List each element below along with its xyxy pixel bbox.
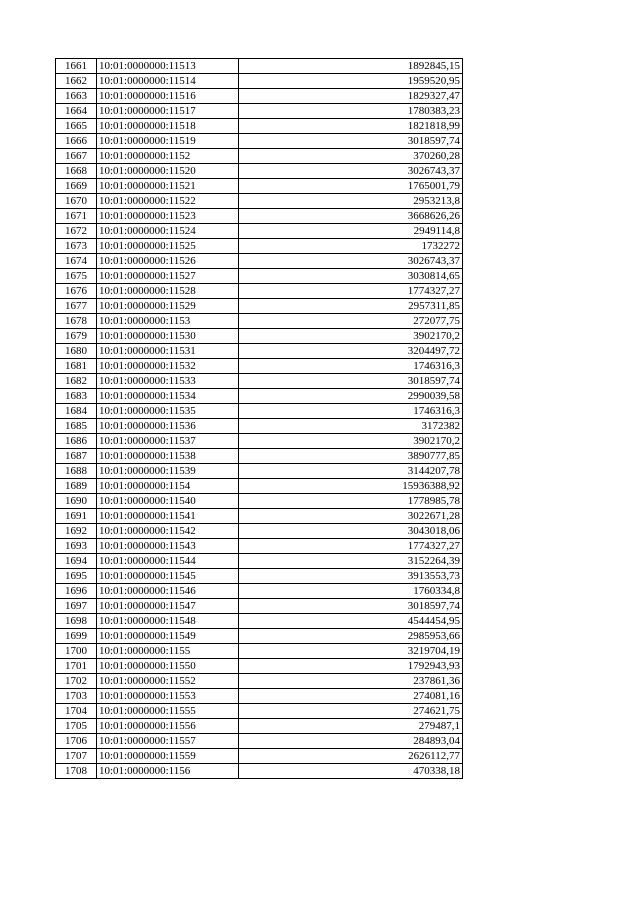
row-number-cell: 1680 bbox=[56, 344, 97, 359]
value-cell: 2953213,8 bbox=[239, 194, 463, 209]
value-cell: 3902170,2 bbox=[239, 329, 463, 344]
cadastral-number-cell: 10:01:0000000:11529 bbox=[97, 299, 239, 314]
row-number-cell: 1687 bbox=[56, 449, 97, 464]
table-row bbox=[56, 359, 463, 374]
table-row bbox=[56, 329, 463, 344]
value-cell: 237861,36 bbox=[239, 674, 463, 689]
cadastral-number-cell: 10:01:0000000:11548 bbox=[97, 614, 239, 629]
table-row bbox=[56, 404, 463, 419]
table-row bbox=[56, 524, 463, 539]
table-row bbox=[56, 434, 463, 449]
row-number-cell: 1691 bbox=[56, 509, 97, 524]
cadastral-number-cell: 10:01:0000000:11538 bbox=[97, 449, 239, 464]
value-cell: 4544454,95 bbox=[239, 614, 463, 629]
row-number-cell: 1706 bbox=[56, 734, 97, 749]
row-number-cell: 1707 bbox=[56, 749, 97, 764]
cadastral-number-cell: 10:01:0000000:1156 bbox=[97, 764, 239, 779]
value-cell: 3152264,39 bbox=[239, 554, 463, 569]
value-cell: 3172382 bbox=[239, 419, 463, 434]
table-row bbox=[56, 764, 463, 779]
cadastral-number-cell: 10:01:0000000:11519 bbox=[97, 134, 239, 149]
value-cell: 1760334,8 bbox=[239, 584, 463, 599]
value-cell: 1792943,93 bbox=[239, 659, 463, 674]
table-row bbox=[56, 479, 463, 494]
table-row bbox=[56, 554, 463, 569]
table-row bbox=[56, 389, 463, 404]
table-row bbox=[56, 194, 463, 209]
table-row bbox=[56, 344, 463, 359]
table-row bbox=[56, 254, 463, 269]
value-cell: 370260,28 bbox=[239, 149, 463, 164]
cadastral-number-cell: 10:01:0000000:11545 bbox=[97, 569, 239, 584]
table-row bbox=[56, 719, 463, 734]
row-number-cell: 1684 bbox=[56, 404, 97, 419]
value-cell: 3144207,78 bbox=[239, 464, 463, 479]
row-number-cell: 1668 bbox=[56, 164, 97, 179]
table-row bbox=[56, 104, 463, 119]
cadastral-number-cell: 10:01:0000000:11513 bbox=[97, 59, 239, 74]
cadastral-number-cell: 10:01:0000000:11530 bbox=[97, 329, 239, 344]
table-row bbox=[56, 584, 463, 599]
value-cell: 1780383,23 bbox=[239, 104, 463, 119]
row-number-cell: 1693 bbox=[56, 539, 97, 554]
cadastral-number-cell: 10:01:0000000:11559 bbox=[97, 749, 239, 764]
cadastral-number-cell: 10:01:0000000:1154 bbox=[97, 479, 239, 494]
table-row bbox=[56, 449, 463, 464]
value-cell: 2985953,66 bbox=[239, 629, 463, 644]
table-row bbox=[56, 74, 463, 89]
value-cell: 1821818,99 bbox=[239, 119, 463, 134]
row-number-cell: 1670 bbox=[56, 194, 97, 209]
row-number-cell: 1708 bbox=[56, 764, 97, 779]
table-row bbox=[56, 494, 463, 509]
table-row bbox=[56, 644, 463, 659]
table-row bbox=[56, 89, 463, 104]
table-row bbox=[56, 149, 463, 164]
value-cell: 15936388,92 bbox=[239, 479, 463, 494]
cadastral-number-cell: 10:01:0000000:1152 bbox=[97, 149, 239, 164]
table-row bbox=[56, 209, 463, 224]
cadastral-number-cell: 10:01:0000000:11523 bbox=[97, 209, 239, 224]
cadastral-number-cell: 10:01:0000000:11550 bbox=[97, 659, 239, 674]
cadastral-number-cell: 10:01:0000000:11546 bbox=[97, 584, 239, 599]
row-number-cell: 1704 bbox=[56, 704, 97, 719]
row-number-cell: 1667 bbox=[56, 149, 97, 164]
value-cell: 3204497,72 bbox=[239, 344, 463, 359]
row-number-cell: 1702 bbox=[56, 674, 97, 689]
cadastral-number-cell: 10:01:0000000:11557 bbox=[97, 734, 239, 749]
cadastral-value-table bbox=[55, 58, 463, 779]
cadastral-number-cell: 10:01:0000000:11525 bbox=[97, 239, 239, 254]
table-body bbox=[56, 59, 463, 779]
table-row bbox=[56, 659, 463, 674]
value-cell: 470338,18 bbox=[239, 764, 463, 779]
table-row bbox=[56, 314, 463, 329]
row-number-cell: 1689 bbox=[56, 479, 97, 494]
cadastral-number-cell: 10:01:0000000:11542 bbox=[97, 524, 239, 539]
cadastral-number-cell: 10:01:0000000:11544 bbox=[97, 554, 239, 569]
cadastral-number-cell: 10:01:0000000:11543 bbox=[97, 539, 239, 554]
row-number-cell: 1695 bbox=[56, 569, 97, 584]
table-row bbox=[56, 569, 463, 584]
cadastral-number-cell: 10:01:0000000:11524 bbox=[97, 224, 239, 239]
value-cell: 1746316,3 bbox=[239, 359, 463, 374]
table-row bbox=[56, 374, 463, 389]
value-cell: 1959520,95 bbox=[239, 74, 463, 89]
value-cell: 284893,04 bbox=[239, 734, 463, 749]
row-number-cell: 1662 bbox=[56, 74, 97, 89]
row-number-cell: 1678 bbox=[56, 314, 97, 329]
value-cell: 1765001,79 bbox=[239, 179, 463, 194]
row-number-cell: 1700 bbox=[56, 644, 97, 659]
cadastral-number-cell: 10:01:0000000:11514 bbox=[97, 74, 239, 89]
table-row bbox=[56, 59, 463, 74]
table-row bbox=[56, 119, 463, 134]
row-number-cell: 1681 bbox=[56, 359, 97, 374]
row-number-cell: 1679 bbox=[56, 329, 97, 344]
cadastral-number-cell: 10:01:0000000:11555 bbox=[97, 704, 239, 719]
cadastral-number-cell: 10:01:0000000:11526 bbox=[97, 254, 239, 269]
table-row bbox=[56, 164, 463, 179]
row-number-cell: 1677 bbox=[56, 299, 97, 314]
value-cell: 2949114,8 bbox=[239, 224, 463, 239]
table-row bbox=[56, 134, 463, 149]
cadastral-number-cell: 10:01:0000000:11553 bbox=[97, 689, 239, 704]
value-cell: 3043018,06 bbox=[239, 524, 463, 539]
row-number-cell: 1698 bbox=[56, 614, 97, 629]
row-number-cell: 1699 bbox=[56, 629, 97, 644]
cadastral-number-cell: 10:01:0000000:11534 bbox=[97, 389, 239, 404]
table-row bbox=[56, 509, 463, 524]
cadastral-number-cell: 10:01:0000000:11532 bbox=[97, 359, 239, 374]
cadastral-number-cell: 10:01:0000000:11518 bbox=[97, 119, 239, 134]
row-number-cell: 1696 bbox=[56, 584, 97, 599]
table-row bbox=[56, 239, 463, 254]
value-cell: 279487,1 bbox=[239, 719, 463, 734]
row-number-cell: 1665 bbox=[56, 119, 97, 134]
table-row bbox=[56, 674, 463, 689]
value-cell: 2626112,77 bbox=[239, 749, 463, 764]
row-number-cell: 1682 bbox=[56, 374, 97, 389]
cadastral-number-cell: 10:01:0000000:11541 bbox=[97, 509, 239, 524]
row-number-cell: 1676 bbox=[56, 284, 97, 299]
row-number-cell: 1697 bbox=[56, 599, 97, 614]
row-number-cell: 1671 bbox=[56, 209, 97, 224]
row-number-cell: 1705 bbox=[56, 719, 97, 734]
value-cell: 3026743,37 bbox=[239, 254, 463, 269]
table-row bbox=[56, 419, 463, 434]
row-number-cell: 1673 bbox=[56, 239, 97, 254]
row-number-cell: 1675 bbox=[56, 269, 97, 284]
value-cell: 1829327,47 bbox=[239, 89, 463, 104]
table-row bbox=[56, 599, 463, 614]
value-cell: 3219704,19 bbox=[239, 644, 463, 659]
cadastral-number-cell: 10:01:0000000:11521 bbox=[97, 179, 239, 194]
value-cell: 3030814,65 bbox=[239, 269, 463, 284]
table-row bbox=[56, 629, 463, 644]
row-number-cell: 1686 bbox=[56, 434, 97, 449]
row-number-cell: 1703 bbox=[56, 689, 97, 704]
table-row bbox=[56, 539, 463, 554]
cadastral-number-cell: 10:01:0000000:11533 bbox=[97, 374, 239, 389]
cadastral-number-cell: 10:01:0000000:11527 bbox=[97, 269, 239, 284]
value-cell: 1746316,3 bbox=[239, 404, 463, 419]
cadastral-number-cell: 10:01:0000000:11537 bbox=[97, 434, 239, 449]
value-cell: 1892845,15 bbox=[239, 59, 463, 74]
value-cell: 3022671,28 bbox=[239, 509, 463, 524]
table-row bbox=[56, 704, 463, 719]
table-row bbox=[56, 269, 463, 284]
value-cell: 1774327,27 bbox=[239, 284, 463, 299]
table-row bbox=[56, 284, 463, 299]
table-row bbox=[56, 224, 463, 239]
table-row bbox=[56, 734, 463, 749]
cadastral-number-cell: 10:01:0000000:11520 bbox=[97, 164, 239, 179]
value-cell: 2957311,85 bbox=[239, 299, 463, 314]
row-number-cell: 1674 bbox=[56, 254, 97, 269]
value-cell: 2990039,58 bbox=[239, 389, 463, 404]
row-number-cell: 1688 bbox=[56, 464, 97, 479]
cadastral-number-cell: 10:01:0000000:11556 bbox=[97, 719, 239, 734]
table-row bbox=[56, 614, 463, 629]
row-number-cell: 1664 bbox=[56, 104, 97, 119]
value-cell: 274081,16 bbox=[239, 689, 463, 704]
value-cell: 3018597,74 bbox=[239, 599, 463, 614]
row-number-cell: 1683 bbox=[56, 389, 97, 404]
row-number-cell: 1663 bbox=[56, 89, 97, 104]
row-number-cell: 1672 bbox=[56, 224, 97, 239]
value-cell: 3902170,2 bbox=[239, 434, 463, 449]
value-cell: 3668626,26 bbox=[239, 209, 463, 224]
row-number-cell: 1694 bbox=[56, 554, 97, 569]
row-number-cell: 1701 bbox=[56, 659, 97, 674]
row-number-cell: 1661 bbox=[56, 59, 97, 74]
table-row bbox=[56, 299, 463, 314]
row-number-cell: 1685 bbox=[56, 419, 97, 434]
value-cell: 3890777,85 bbox=[239, 449, 463, 464]
cadastral-number-cell: 10:01:0000000:11539 bbox=[97, 464, 239, 479]
value-cell: 274621,75 bbox=[239, 704, 463, 719]
table-row bbox=[56, 464, 463, 479]
value-cell: 3026743,37 bbox=[239, 164, 463, 179]
table-row bbox=[56, 749, 463, 764]
value-cell: 3018597,74 bbox=[239, 134, 463, 149]
value-cell: 1732272 bbox=[239, 239, 463, 254]
value-cell: 3913553,73 bbox=[239, 569, 463, 584]
cadastral-number-cell: 10:01:0000000:11516 bbox=[97, 89, 239, 104]
value-cell: 1774327,27 bbox=[239, 539, 463, 554]
cadastral-number-cell: 10:01:0000000:11536 bbox=[97, 419, 239, 434]
cadastral-number-cell: 10:01:0000000:11531 bbox=[97, 344, 239, 359]
cadastral-number-cell: 10:01:0000000:11517 bbox=[97, 104, 239, 119]
cadastral-number-cell: 10:01:0000000:11528 bbox=[97, 284, 239, 299]
row-number-cell: 1669 bbox=[56, 179, 97, 194]
row-number-cell: 1690 bbox=[56, 494, 97, 509]
value-cell: 1778985,78 bbox=[239, 494, 463, 509]
value-cell: 272077,75 bbox=[239, 314, 463, 329]
cadastral-number-cell: 10:01:0000000:11535 bbox=[97, 404, 239, 419]
cadastral-number-cell: 10:01:0000000:11522 bbox=[97, 194, 239, 209]
table-row bbox=[56, 179, 463, 194]
cadastral-number-cell: 10:01:0000000:1155 bbox=[97, 644, 239, 659]
row-number-cell: 1666 bbox=[56, 134, 97, 149]
table-row bbox=[56, 689, 463, 704]
cadastral-number-cell: 10:01:0000000:11547 bbox=[97, 599, 239, 614]
cadastral-number-cell: 10:01:0000000:1153 bbox=[97, 314, 239, 329]
cadastral-number-cell: 10:01:0000000:11549 bbox=[97, 629, 239, 644]
cadastral-number-cell: 10:01:0000000:11552 bbox=[97, 674, 239, 689]
cadastral-number-cell: 10:01:0000000:11540 bbox=[97, 494, 239, 509]
value-cell: 3018597,74 bbox=[239, 374, 463, 389]
row-number-cell: 1692 bbox=[56, 524, 97, 539]
